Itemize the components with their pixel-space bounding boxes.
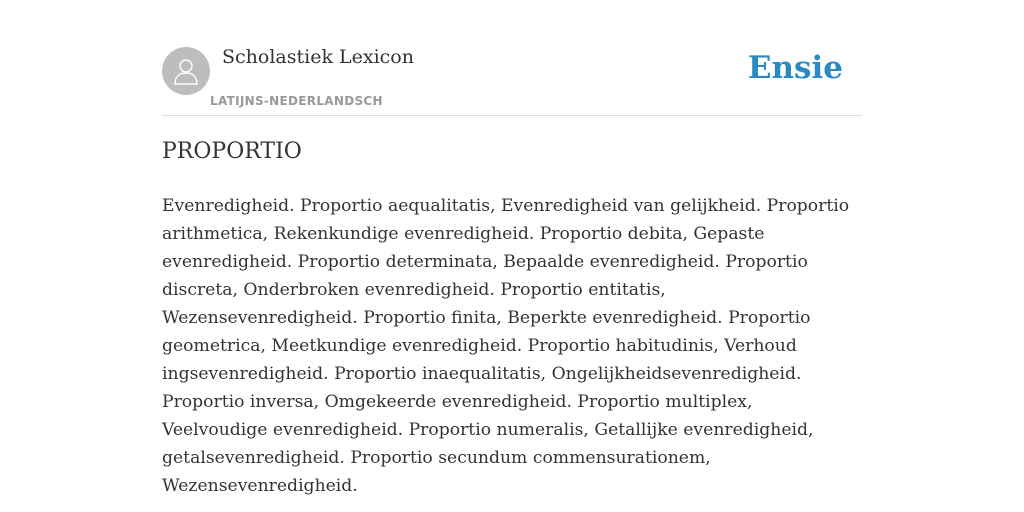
author-avatar[interactable]	[162, 47, 210, 95]
author-name[interactable]: Scholastiek Lexicon	[222, 46, 414, 68]
ensie-logo[interactable]: Ensie	[747, 50, 843, 86]
dictionary-subtitle[interactable]: LATIJNS-NEDERLANDSCH	[210, 94, 383, 108]
user-silhouette-icon	[171, 56, 201, 86]
entry-header	[162, 44, 862, 116]
entry-title: PROPORTIO	[162, 139, 302, 164]
entry-definition: Evenredigheid. Proportio aequalitatis, Evenredigheid van gelijkheid. Proportio arithmetica, Rekenkundige evenredigheid. Proportio debita, Gepaste evenredigheid. Proportio determinata, Bepaalde evenredigheid. Proportio discreta, Onderbroken evenredigheid. Proportio entitatis, Wezensevenredigheid. Proportio finita, Beperkte evenredigheid. Proportio geometrica, Meetkundige evenredigheid. Proportio habitudinis, Verhoud ingsevenredigheid. Proportio inaequalitatis, Ongelijkheidsevenredigheid. Proportio inversa, Omgekeerde evenredigheid. Proportio multiplex, Veelvoudige evenredigheid. Proportio numeralis, Getallijke evenredigheid, getalsevenredigheid. Proportio secundum commensurationem, Wezensevenredigheid.	[162, 196, 850, 496]
